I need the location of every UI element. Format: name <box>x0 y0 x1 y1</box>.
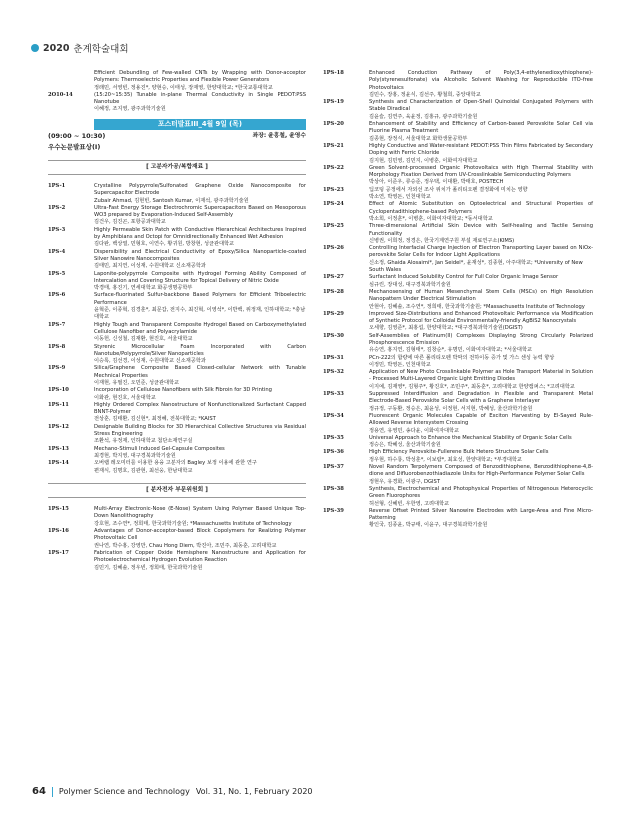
entry-title: 딥코팅 공정에서 자외선 조사 위치가 폴리티오펜 결정화에 미치는 영향 <box>369 186 528 193</box>
entry-authors: Zubair Ahmad, 김현빈, Santosh Kumar, 이재석, 광주과학기술원 <box>94 197 249 204</box>
entry-title: Synthesis and Characterization of Open-Shell Quinoidal Conjugated Polymers with Stable Diradical <box>369 99 593 113</box>
program-entry <box>48 227 306 249</box>
entry-authors: 권나연, 박수홍, 강영만, Chau Hong Diem, 박진아, 조민주, 최동훈, 고려대학교 <box>94 542 277 549</box>
entry-authors: 이혜정, 조지영, 광주과학기술원 <box>94 106 166 113</box>
entry-body <box>94 344 306 366</box>
entry-title: High Efficiency Perovskite-Fullerene Bulk Hetero Structure Solar Cells <box>369 449 549 456</box>
entry-id: 1PS-39 <box>323 507 344 514</box>
entry-title: Dispersibility and Electrical Conductivity of Epoxy/Silica Nanoparticle-coated Silver Nanowire Nanocomposites <box>94 248 306 262</box>
entry-authors: 김태민, 최지연, 이성재, 수원대학교 신소재공학과 <box>94 263 206 270</box>
entry-id: 1PS-7 <box>48 321 66 328</box>
entry-authors: 이동헌, 신성철, 김재환, 현진호, 서울대학교 <box>94 336 193 343</box>
program-entry <box>323 486 593 508</box>
entry-authors: 이정민, 박영돈, 인천대학교 <box>369 361 431 368</box>
entry-body <box>94 387 306 402</box>
entry-authors: 편재식, 김명호, 김관현, 최선웅, 한남대학교 <box>94 467 193 474</box>
program-entry <box>323 449 593 464</box>
entry-body <box>369 311 593 333</box>
entry-id: 1PS-22 <box>323 164 344 171</box>
entry-authors: 김종현, 장정식, 서울대학교 화학생물공학부 <box>369 135 468 142</box>
entry-id: 1PS-8 <box>48 343 66 350</box>
entry-title: Highly Permeable Skin Patch with Conductive Hierarchical Architectures Inspired by Amphibians and Octopi for Omnidirectionally Enhanced Wet Adhesion <box>94 226 306 241</box>
entry-id: 1PS-16 <box>48 528 69 535</box>
program-entry <box>48 446 306 461</box>
entry-title: Highly Ordered Complex Nanostructure of Nonfunctionalized Surfactant Capped BNNT-Polymer <box>94 401 306 416</box>
entry-authors: 최경현, 박지영, 대구경북과학기술원 <box>94 452 176 459</box>
entry-authors: 정우현, 하수룡, 박성훈*, 이보람*, 최효성, 한양대학교; *부경대학교 <box>369 456 522 463</box>
entry-body <box>94 446 306 461</box>
entry-body <box>369 121 593 143</box>
entry-body <box>94 402 306 424</box>
program-entry <box>48 550 306 572</box>
entry-id: 1PS-10 <box>48 387 69 394</box>
entry-title: Synthesis, Electrochemical and Photophysical Properties of Nitrogenous Heterocyclic Green Fluorophores <box>369 485 593 500</box>
entry-title: Laponite-polypyrrole Composite with Hydrogel Forming Ability Composed of Intercalation and Covering Structure for Topical Delivery of Nitric Oxide <box>94 270 306 284</box>
bullet-icon <box>31 44 39 52</box>
entry-body <box>94 183 306 205</box>
entry-authors: 김지현, 김민영, 김민지, 이병훈, 이화여자대학교 <box>369 157 478 164</box>
left-list-2 <box>48 506 306 572</box>
entry-title: Highly Conductive and Water-resistant PEDOT:PSS Thin Films Fabricated by Secondary Doping with Ferric Chloride <box>369 142 593 157</box>
entry-title: Multi-Array Electronic-Nose (E-Nose) System Using Polymer Based Unique Top-Down Nanolithography <box>94 506 306 520</box>
program-entry <box>48 92 306 114</box>
entry-body <box>369 289 593 311</box>
page-footer <box>32 786 313 797</box>
entry-body <box>369 187 593 202</box>
program-entry <box>323 333 593 355</box>
entry-authors: 박상아, 이준우, 류승준, 정우택, 이대환, 박태호, POSTECH <box>369 179 504 186</box>
entry-id: 1PS-27 <box>323 274 344 281</box>
entry-authors: 정래민, 서영빈, 정용진*, 양현승, 이태성, 장재영, 한양대학교; *한국교통대학교 <box>94 84 273 91</box>
entry-id: 1PS-14 <box>48 460 69 467</box>
entry-title: Fabrication of Copper Oxide Hemisphere Nanostructure and Application for Photoelectrochemical Hydrogen Evolution Reaction <box>94 549 306 564</box>
entry-id: 1PS-34 <box>323 412 344 419</box>
entry-id <box>48 70 94 92</box>
entry-authors: 황인국, 김종윤, 박규태, 이윤구, 대구경북과학기술원 <box>369 522 488 529</box>
entry-title: Mechanosensing of Human Mesenchymal Stem Cells (MSCs) on High Resolution Nanopattern Under Electrical Stimulation <box>369 288 593 303</box>
entry-id: 1PS-9 <box>48 365 66 372</box>
program-entry <box>323 223 593 245</box>
entry-authors: 유승연, 홍지연, 김형태*, 김창순*, 유명민, 이화여자대학교; *서울대학교 <box>369 347 532 354</box>
entry-authors: 심규린, 장대성, 대구경북과학기술원 <box>369 281 451 288</box>
page-header <box>31 41 129 55</box>
program-entry <box>48 183 306 205</box>
entry-id: 1PS-24 <box>323 201 344 208</box>
entry-id: 1PS-26 <box>323 245 344 252</box>
entry-title: Styrenic Microcellular Foam Incorporated with Carbon Nanotube/Polypyrrole/Silver Nanoparticles <box>94 343 306 357</box>
entry-id: 1PS-28 <box>323 288 344 295</box>
entry-id: 1PS-6 <box>48 292 66 299</box>
entry-body <box>94 424 306 446</box>
entry-title: Application of New Photo Crosslinkable Polymer as Hole Transport Material in Solution - Processed Multi-Layered Organic Light Emitting Diodes <box>369 369 593 383</box>
program-entry <box>323 274 593 289</box>
entry-title: Effect of Atomic Substitution on Optoelectrical and Structural Properties of Cyclopentadithiophene-based Polymers <box>369 201 593 215</box>
program-entry <box>323 413 593 435</box>
program-entry <box>48 402 306 424</box>
entry-body <box>369 274 593 289</box>
entry-authors: 정용연, 유영민, 송다윤, 이화여자대학교 <box>369 427 460 434</box>
entry-title: PCn-222의 합량에 따른 폴리티오펜 박막의 전하이동 증가 및 가스 센싱 능력 향상 <box>369 354 555 361</box>
program-entry <box>48 344 306 366</box>
entry-authors: 이화관, 현진호, 서울대학교 <box>94 394 156 401</box>
entry-id: 1PS-1 <box>48 182 66 189</box>
program-entry <box>323 508 593 530</box>
session-row <box>48 133 306 140</box>
session-banner: 포스터발표III_4월 9일 (목) <box>94 119 306 130</box>
entry-title: Enhancement of Stability and Efficiency of Carbon-based Perovskite Solar Cell via Fluorine Plasma Treatment <box>369 121 593 135</box>
entry-authors: 안현아, 김혜솔, 조수연*, 정희태, 한국과학기술원; *Massachusetts Institute of Technology <box>369 303 585 310</box>
entry-body <box>94 92 306 114</box>
entry-title: Highly Tough and Transparent Composite Hydrogel Based on Carboxymethylated Cellulose Nanofiber and Polyacrylamide <box>94 321 306 335</box>
entry-title: Designable Building Blocks for 3D Hierarchical Collective Structures via Residual Stress Engineering <box>94 423 306 438</box>
entry-authors: 강호현, 조수연*, 정희태, 한국과학기술원; *Massachusetts Institute of Technology <box>94 520 292 527</box>
entry-authors: 윤혁준, 이종혁, 김경훈*, 최문갑, 전지수, 최진혁, 이영석*, 이반백, 위정재, 인하대학교; *충남대학교 <box>94 307 306 321</box>
program-entry <box>323 391 593 413</box>
entry-title: Self-Assemblies of Platinum(II) Complexes Displaying Strong Circularly Polarized Phosphorescence Emission <box>369 332 593 346</box>
program-entry <box>323 165 593 187</box>
program-entry <box>323 289 593 311</box>
entry-body <box>369 333 593 355</box>
entry-id: 1PS-29 <box>323 310 344 317</box>
entry-id: 1PS-21 <box>323 142 344 149</box>
entry-authors: 정현우, 유경화, 이광구, DGIST <box>369 478 440 485</box>
entry-body <box>94 205 306 227</box>
entry-id: 1PS-2 <box>48 204 66 211</box>
entry-title: Enhanced Conduction Pathway of Poly(3,4-ethylenedioxythiophene)-Poly(styrenesulfonate) via Alcoholic Solvent Washing for Reproducible ITO-free Photovoltaics <box>369 70 593 91</box>
entry-authors: 박경태, 홍진기, 연세대학교 화공생명공학부 <box>94 285 193 292</box>
entry-id: 1PS-18 <box>323 70 344 76</box>
program-entry <box>323 143 593 165</box>
session-time: (09:00 ~ 10:30) <box>48 132 106 141</box>
program-entry <box>48 387 306 402</box>
entry-body <box>94 70 306 92</box>
page-number: 64 <box>32 786 46 797</box>
entry-id: 1PS-17 <box>48 549 69 556</box>
program-entry <box>48 271 306 293</box>
entry-title: Efficient Debundling of Few-walled CNTs by Wrapping with Donor-acceptor Polymers: Thermoelectric Properties and Flexible Power Generators <box>94 70 306 84</box>
entry-id: 1PS-4 <box>48 248 66 255</box>
journal-issue: Vol. 31, No. 1, February 2020 <box>195 787 313 796</box>
entry-title: Surface-fluorinated Sulfur-backbone Based Polymers for Efficient Triboelectric Performance <box>94 292 306 306</box>
entry-title: Advantages of Donor-acceptor-based Block Copolymers for Realizing Polymer Photovoltaic Cell <box>94 528 306 542</box>
program-entry <box>323 245 593 274</box>
entry-id: 1PS-19 <box>323 99 344 106</box>
program-entry <box>48 292 306 321</box>
entry-title: 오버랩 레오미터를 이용한 용융 고분자의 Bagley 보정 이용에 관한 연구 <box>94 460 257 467</box>
entry-id: 1PS-20 <box>323 121 344 128</box>
program-entry <box>48 205 306 227</box>
entry-id: 1PS-33 <box>323 391 344 398</box>
entry-title: Controlling Interfacial Charge Injection of Electron Transporting Layer based on NiOx-perovskite Solar Cells for Indoor Light Applications <box>369 245 593 259</box>
entry-body <box>369 223 593 245</box>
entry-title: Green Solvent-processed Organic Photovoltaics with High Thermal Stability with Morphology Fixation Derived from UV-Crosslinkable Semiconducting Polymers <box>369 164 593 179</box>
program-entry <box>323 311 593 333</box>
header-year: 2020 <box>43 42 70 54</box>
entry-title: Reverse Offset Printed Silver Nanowire Electrodes with Large-Area and Fine Micro-Patterning <box>369 507 593 522</box>
entry-title: Surfactant Induced Solubility Control for Full Color Organic Image Sensor <box>369 274 559 281</box>
entry-authors: 이재현, 유필진, 오민준, 성균관대학교 <box>94 379 180 386</box>
entry-authors: 정승은, 박혜성, 울산과학기술원 <box>369 442 441 449</box>
program-entry <box>323 435 593 450</box>
session-chair: 좌장: 윤홍철, 윤영수 <box>252 133 306 140</box>
entry-title: Mechano-Stimuli Induced Gel-Capsule Composites <box>94 445 225 452</box>
entry-title: Crystalline Polypyrrole/Sulfonated Graphene Oxide Nanocomposite for Supercapacitor Electrode <box>94 182 306 197</box>
entry-title: Incorporation of Cellulose Nanofibers with Silk Fibroin for 3D Printing <box>94 387 272 394</box>
program-entry <box>323 99 593 121</box>
entry-authors: 김건우, 김진곤, 포항공과대학교 <box>94 219 166 226</box>
entry-body <box>369 99 593 121</box>
program-entry <box>48 322 306 344</box>
entry-authors: 김민기, 김혜솔, 정우빈, 정희태, 한국과학기술원 <box>94 564 203 571</box>
entry-authors: 김다완, 백상열, 민형호, 이연수, 황귀원, 방창현, 성균관대학교 <box>94 241 235 248</box>
entry-body <box>369 245 593 274</box>
program-entry <box>323 187 593 202</box>
entry-body <box>94 227 306 249</box>
entry-authors: 신병권, 이희정, 정경은, 한국기계연구원 부설 재료연구소(KIMS) <box>369 237 515 244</box>
entry-body <box>369 464 593 486</box>
entry-authors: 이승록, 김선경, 이성재, 수원대학교 신소재공학과 <box>94 358 206 365</box>
program-entry <box>48 365 306 387</box>
program-entry <box>48 70 306 92</box>
entry-id: 1PS-11 <box>48 401 69 408</box>
entry-id: 1PS-25 <box>323 223 344 230</box>
entry-id: 1PS-31 <box>323 354 344 361</box>
entry-title: Universal Approach to Enhance the Mechanical Stability of Organic Solar Cells <box>369 434 572 441</box>
entry-body <box>94 550 306 572</box>
left-top-list <box>48 70 306 114</box>
entry-id: 1PS-13 <box>48 445 69 452</box>
entry-id: 1PS-30 <box>323 332 344 339</box>
entry-id: 2O10-14 <box>48 91 73 98</box>
entry-id: 1PS-37 <box>323 464 344 471</box>
entry-authors: 이지예, 김재영*, 김형주*, 황진호*, 조민주*, 최동훈*, 고려대학교 한양캠퍼스; *고려대학교 <box>369 383 575 390</box>
entry-authors: 전상훈, 김태환, 김신현*, 최정혜, 전북대학교; *KAIST <box>94 416 216 423</box>
program-entry <box>48 424 306 446</box>
entry-body <box>369 143 593 165</box>
program-entry <box>323 201 593 223</box>
entry-body <box>94 249 306 271</box>
entry-id: 1PS-32 <box>323 369 344 376</box>
entry-body <box>369 486 593 508</box>
entry-body <box>369 449 593 464</box>
entry-authors: 오세향, 김영준*, 최홍섭, 한양대학교; *대구경북과학기술원(DGIST) <box>369 325 523 332</box>
entry-body <box>369 391 593 413</box>
right-list <box>323 70 593 530</box>
program-entry <box>323 464 593 486</box>
entry-id: 1PS-35 <box>323 434 344 441</box>
header-title: 춘계학술대회 <box>73 44 129 55</box>
right-column <box>323 70 593 530</box>
entry-body <box>94 460 306 475</box>
program-entry <box>48 506 306 528</box>
entry-authors: 조환석, 유정재, 인하대학교 첨단소재연구실 <box>94 438 193 445</box>
program-entry <box>48 528 306 550</box>
entry-title: (15:20~15:35) Tunable in-plane Thermal Conductivity in Single PEDOT:PSS Nanotube <box>94 91 306 106</box>
entry-authors: 신소정, Ghaida Alosaimi*, Jan Seidel*, 윤재성*, 김종현, 아주대학교; *University of New South Wales <box>369 259 583 274</box>
entry-body <box>369 369 593 391</box>
entry-id: 1PS-12 <box>48 423 69 430</box>
entry-body <box>94 365 306 387</box>
entry-title: Ultra-Fast Energy Storage Electrochromic Supercapacitors Based on Mesoporous WO3 prepared by Evaporation-Induced Self-Assembly <box>94 204 306 219</box>
entry-authors: 박소희, 이정훈*, 이병훈, 이화여자대학교; *동서대학교 <box>369 215 493 222</box>
left-list-1 <box>48 183 306 475</box>
entry-title: Novel Random Terpolymers Composed of Benzodithiophene, Benzodithiophene-4,8-dione and Difluorobenzothiadiazole Units for High-Performance Polymer Solar Cells <box>369 464 593 478</box>
section-heading-molecular-electronics: [ 분자전자 부문위원회 ] <box>48 483 306 498</box>
entry-body <box>94 322 306 344</box>
program-entry <box>323 369 593 391</box>
entry-authors: 김민수, 장홍, 정윤식, 김선주, 황철희, 중앙대학교 <box>369 91 481 98</box>
entry-title: Suppressed Interdiffusion and Degradation in Flexible and Transparent Metal Electrode-Based Perovskite Solar Cells with a Graphene Interlayer <box>369 391 593 405</box>
session-name: 우수논문발표상(I) <box>48 143 101 152</box>
entry-title: Improved Size-Distributions and Enhanced Photovoltaic Performance via Modification of Synthetic Protocol for Colloidal Environmentally-friendly AgBiS2 Nanocrystals <box>369 310 593 325</box>
entry-title: Fluorescent Organic Molecules Capable of Exciton Harvesting by El-Sayed Rule-Allowed Reverse Intersystem Crossing <box>369 412 593 427</box>
entry-body <box>369 165 593 187</box>
entry-authors: 김윤슬, 김연주, 육윤정, 김홍규, 광주과학기술원 <box>369 113 478 120</box>
entry-id: 1PS-23 <box>323 186 344 193</box>
entry-authors: 허선형, 신혜빈, 우한영, 고려대학교 <box>369 500 450 507</box>
entry-body <box>369 508 593 530</box>
entry-body <box>369 201 593 223</box>
entry-title: Silica/Graphene Composite Based Closed-cellular Network with Tunable Mechnical Properties <box>94 365 306 379</box>
entry-body <box>94 271 306 293</box>
entry-body <box>94 506 306 528</box>
journal-name: Polymer Science and Technology <box>58 787 190 796</box>
entry-id: 1PS-5 <box>48 270 66 277</box>
section-heading-processing: [ 고분자가공/복합재료 ] <box>48 160 306 175</box>
program-entry <box>48 460 306 475</box>
entry-body <box>369 435 593 450</box>
entry-body <box>369 413 593 435</box>
entry-id: 1PS-38 <box>323 485 344 492</box>
program-entry <box>323 70 593 99</box>
entry-authors: 박소연, 박영돈, 인천대학교 <box>369 194 431 201</box>
entry-body <box>369 70 593 99</box>
left-column <box>48 70 306 572</box>
program-entry <box>48 249 306 271</box>
footer-divider <box>52 787 53 797</box>
program-entry <box>323 121 593 143</box>
entry-body <box>94 528 306 550</box>
entry-body <box>94 292 306 321</box>
entry-title: Three-dimensional Artificial Skin Device with Self-healing and Tactile Sensing Functionality <box>369 223 593 237</box>
entry-id: 1PS-15 <box>48 506 69 513</box>
entry-body <box>369 355 593 370</box>
entry-authors: 정규정, 구동환, 정승은, 최윤성, 이정현, 서지현, 박혜성, 울산과학기술원 <box>369 405 533 412</box>
program-entry <box>323 355 593 370</box>
entry-id: 1PS-36 <box>323 449 344 456</box>
entry-id: 1PS-3 <box>48 226 66 233</box>
